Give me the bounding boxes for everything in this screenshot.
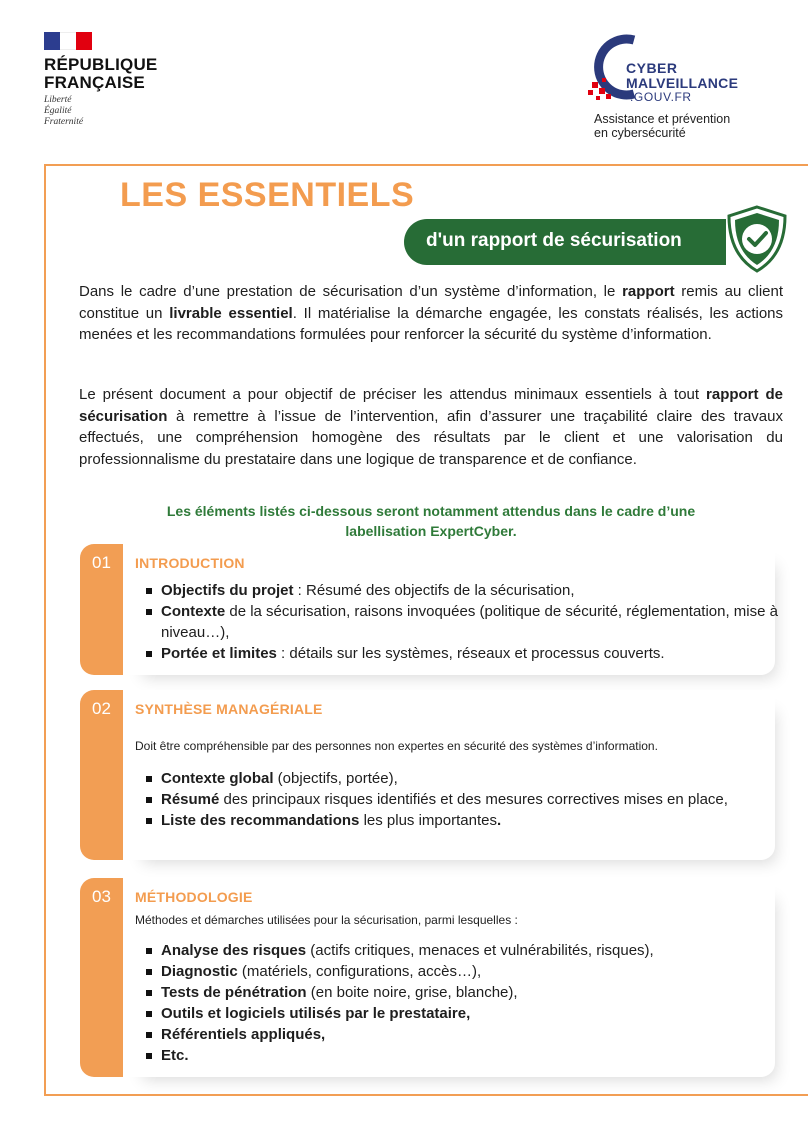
text-run: . Il matérialise la démarche engagée, les constats réalisés, les actions menées et les recommandations formulées pour renforcer la sécurité du système d’information. (79, 304, 783, 343)
note-line2: labellisation ExpertCyber. (345, 523, 517, 539)
text-run: (actifs critiques, menaces et vulnérabilités, risques), (306, 942, 654, 959)
expertcyber-note (79, 501, 783, 541)
text-run: à remettre à l’issue de l’intervention, afin d’assurer une traçabilité claire des travaux effectués, une compréhension homogène des résultats par le client et une valorisation du professionnalisme du prestataire dans une logique de transparence et de confiance. (79, 407, 783, 468)
intro-paragraph-1 (79, 281, 783, 346)
section-number: 03 (92, 887, 111, 906)
bold-text: Liste des recommandations (161, 812, 360, 829)
bold-text: Etc. (161, 1047, 189, 1064)
rf-motto-fraternite: Fraternité (44, 117, 84, 127)
text-run: Dans le cadre d’une prestation de sécurisation d’un système d’information, le (79, 283, 623, 300)
cyber-subtitle-line1: Assistance et prévention (594, 112, 731, 126)
bold-text: Référentiels appliqués, (161, 1026, 326, 1043)
bold-text: Diagnostic (161, 963, 238, 980)
text-run: (objectifs, portée), (273, 770, 398, 787)
list-item (146, 1003, 786, 1024)
bold-text: Analyse des risques (161, 942, 307, 959)
list-item (146, 1024, 786, 1045)
list-item (146, 940, 786, 961)
section-introduction (80, 544, 780, 675)
shield-check-icon (722, 204, 792, 274)
rf-name (44, 56, 157, 92)
section-number: 01 (92, 553, 111, 572)
cyber-line3: .GOUV.FR (630, 90, 692, 104)
rf-motto-liberte: Liberté (44, 95, 72, 105)
rf-line2: FRANÇAISE (44, 73, 145, 92)
cyber-line2: MALVEILLANCE (626, 75, 739, 91)
bold-text: Contexte global (161, 770, 274, 787)
text-run: des principaux risques identifiés et des mesures correctives mises en place, (219, 791, 728, 808)
bold-text: livrable essentiel (169, 304, 293, 322)
cyber-subtitle (594, 112, 730, 140)
section-methodologie (80, 878, 780, 1077)
page-title: LES ESSENTIELS (120, 176, 415, 214)
section-synthese-manageriale (80, 690, 780, 860)
note-line1: Les éléments listés ci-dessous seront notamment attendus dans le cadre d’une (166, 503, 696, 519)
text-run: : détails sur les systèmes, réseaux et processus couverts. (276, 645, 665, 662)
text-run: les plus importantes (359, 812, 497, 829)
bold-text: Outils et logiciels utilisés par le prestataire, (161, 1005, 471, 1022)
subtitle-banner-text: d'un rapport de sécurisation (426, 230, 682, 251)
list-item (146, 810, 786, 831)
list-item (146, 580, 786, 601)
section-description: Méthodes et démarches utilisées pour la sécurisation, parmi lesquelles : (135, 913, 518, 927)
bold-text: Résumé (161, 791, 220, 808)
bold-text: . (496, 812, 502, 829)
text-run: : Résumé des objectifs de la sécurisation, (293, 582, 575, 599)
bold-text: Objectifs du projet (161, 582, 294, 599)
bold-text: Tests de pénétration (161, 984, 307, 1001)
list-item (146, 982, 786, 1003)
text-run: de la sécurisation, raisons invoquées (politique de sécurité, réglementation, mise à niveau…), (161, 603, 778, 641)
text-run: (en boite noire, grise, blanche), (306, 984, 518, 1001)
intro-paragraph-2 (79, 384, 783, 470)
cyber-line1: CYBER (626, 60, 678, 76)
bold-text: Contexte (161, 603, 226, 620)
list-item (146, 1045, 786, 1066)
french-flag-icon (44, 32, 92, 50)
section-number: 02 (92, 699, 111, 718)
section-title: SYNTHÈSE MANAGÉRIALE (135, 701, 323, 717)
rf-motto (44, 95, 157, 128)
cybermalveillance-logo (586, 32, 786, 140)
section-number-tab (80, 878, 123, 1077)
section-list (146, 580, 786, 664)
list-item (146, 768, 786, 789)
text-run: Le présent document a pour objectif de préciser les attendus minimaux essentiels à tout (79, 386, 707, 403)
rf-motto-egalite: Égalité (44, 106, 72, 116)
bold-text: Portée et limites (161, 645, 277, 662)
bold-text: rapport de sécurisation (79, 386, 783, 425)
section-number-tab (80, 690, 123, 860)
bold-text: rapport (622, 283, 675, 300)
list-item (146, 961, 786, 982)
republique-francaise-logo (44, 32, 157, 128)
list-item (146, 601, 786, 643)
subtitle-banner (404, 219, 726, 265)
section-title: INTRODUCTION (135, 555, 245, 571)
list-item (146, 789, 786, 810)
text-run: (matériels, configurations, accès…), (237, 963, 482, 980)
section-title: MÉTHODOLOGIE (135, 889, 253, 905)
text-run: remis au client constitue un (79, 283, 784, 322)
section-number-tab (80, 544, 123, 675)
section-description: Doit être compréhensible par des personnes non expertes en sécurité des systèmes d’information. (135, 739, 658, 753)
list-item (146, 643, 786, 664)
cyber-subtitle-line2: en cybersécurité (594, 126, 686, 140)
rf-line1: RÉPUBLIQUE (44, 55, 158, 74)
section-list (146, 940, 786, 1066)
section-list (146, 768, 786, 831)
